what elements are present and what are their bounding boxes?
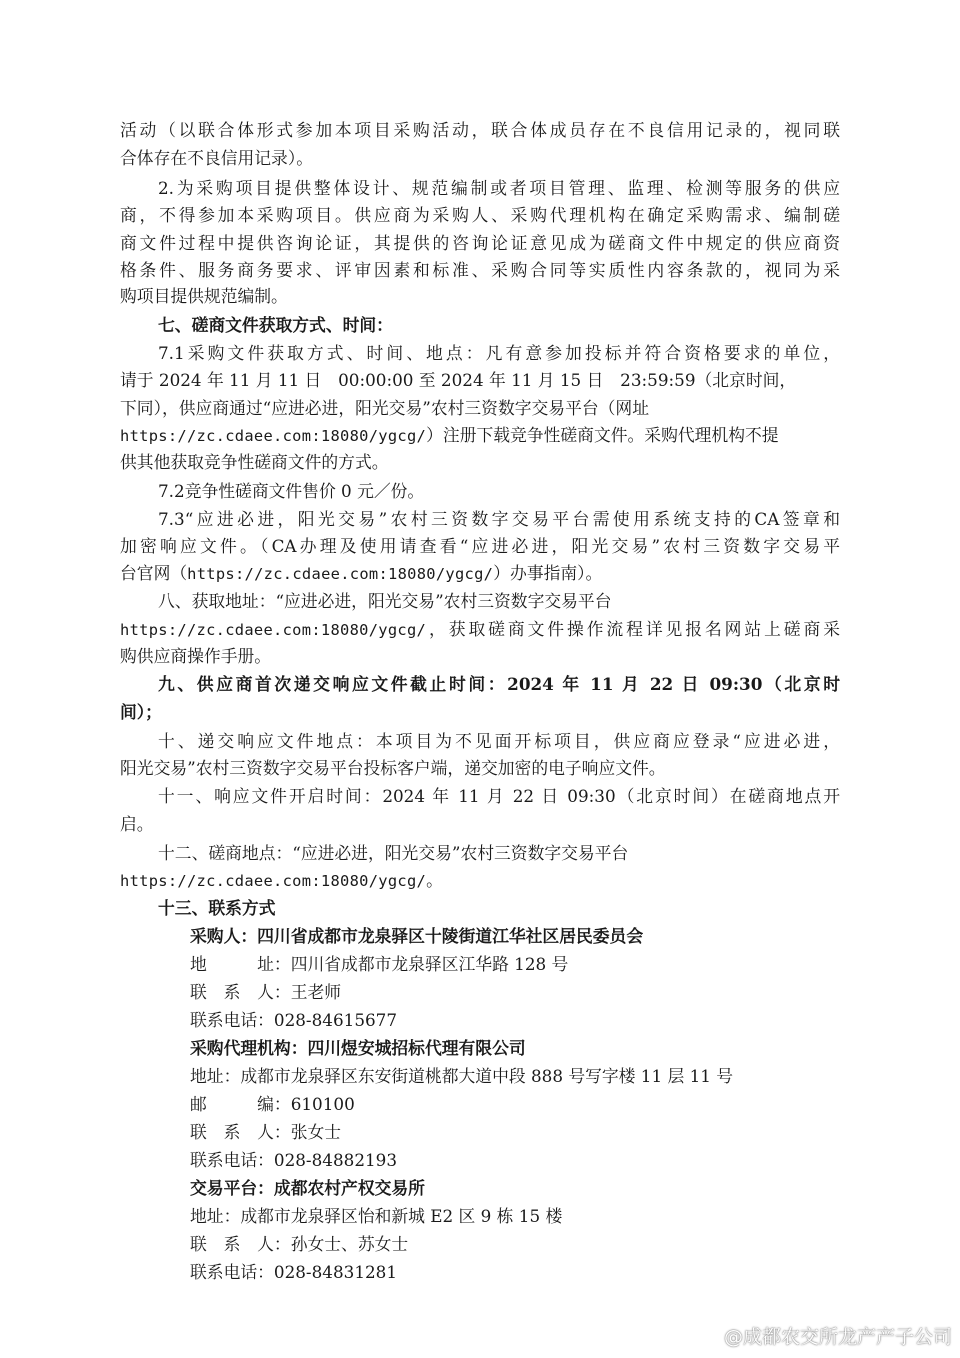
agency-postcode: 邮 编：610100 <box>190 1094 355 1114</box>
item-7-3-line-3: 台官网（https://zc.cdaee.com:18080/ygcg/）办事指南）。 <box>120 563 603 583</box>
section-12-line-2: https://zc.cdaee.com:18080/ygcg/。 <box>120 870 443 890</box>
section-7-heading: 七、磋商文件获取方式、时间： <box>158 315 393 335</box>
watermark: @成都农交所龙产产子公司 <box>723 1326 952 1348</box>
para-line-1: 活动（以联合体形式参加本项目采购活动，联合体成员存在不良信用记录的，视同联 <box>120 120 840 140</box>
item-7-1-line-4: https://zc.cdaee.com:18080/ygcg/）注册下载竞争性磋商文件。采购代理机构不提 <box>120 425 779 445</box>
item-2-line-2: 商，不得参加本采购项目。供应商为采购人、采购代理机构在确定采购需求、编制磋 <box>120 205 840 225</box>
section-8-line-2: https://zc.cdaee.com:18080/ygcg/，获取磋商文件操作流程详见报名网站上磋商采 <box>120 619 840 639</box>
section-11-line-1: 十一、响应文件开启时间：2024 年 11 月 22 日 09:30（北京时间）在磋商地点开 <box>158 786 840 806</box>
url-text: https://zc.cdaee.com:18080/ygcg/ <box>120 621 427 639</box>
item-2-line-4: 格条件、服务商务要求、评审因素和标准、采购合同等实质性内容条款的，视同为采 <box>120 260 840 280</box>
purchaser-address: 地 址：四川省成都市龙泉驿区江华路 128 号 <box>190 954 569 974</box>
item-7-1-line-5: 供其他获取竞争性磋商文件的方式。 <box>120 452 389 472</box>
section-8-line-3: 购供应商操作手册。 <box>120 646 272 666</box>
agency-phone: 联系电话：028-84882193 <box>190 1150 398 1170</box>
url-text: https://zc.cdaee.com:18080/ygcg/ <box>120 872 427 890</box>
platform-address: 地址：成都市龙泉驿区怡和新城 E2 区 9 栋 15 楼 <box>190 1206 563 1226</box>
para-line-2: 合体存在不良信用记录）。 <box>120 148 313 168</box>
item-2-line-5: 购项目提供规范编制。 <box>120 286 288 306</box>
purchaser-contact: 联 系 人：王老师 <box>190 982 342 1002</box>
agency-name: 采购代理机构：四川煜安城招标代理有限公司 <box>190 1038 526 1058</box>
section-8-line-1: 八、获取地址：“应进必进，阳光交易”农村三资数字交易平台 <box>158 591 612 611</box>
platform-phone: 联系电话：028-84831281 <box>190 1262 398 1282</box>
item-7-2: 7.2竞争性磋商文件售价 0 元／份。 <box>158 481 425 501</box>
section-10-line-1: 十、递交响应文件地点：本项目为不见面开标项目，供应商应登录“应进必进， <box>158 731 840 751</box>
item-7-3-line-2: 加密响应文件。（CA办理及使用请查看“应进必进，阳光交易”农村三资数字交易平 <box>120 536 840 556</box>
agency-contact: 联 系 人：张女士 <box>190 1122 342 1142</box>
section-9-line-1: 九、供应商首次递交响应文件截止时间：2024 年 11 月 22 日 09:30（北京时 <box>158 674 840 694</box>
purchaser-phone: 联系电话：028-84615677 <box>190 1010 398 1030</box>
item-7-1-line-3: 下同），供应商通过“应进必进，阳光交易”农村三资数字交易平台（网址 <box>120 398 649 418</box>
purchaser-name: 采购人：四川省成都市龙泉驿区十陵街道江华社区居民委员会 <box>190 926 644 946</box>
section-10-line-2: 阳光交易”农村三资数字交易平台投标客户端，递交加密的电子响应文件。 <box>120 758 666 778</box>
item-2-line-1: 2.为采购项目提供整体设计、规范编制或者项目管理、监理、检测等服务的供应 <box>158 178 840 198</box>
section-13-heading: 十三、联系方式 <box>158 898 276 918</box>
url-text: https://zc.cdaee.com:18080/ygcg/ <box>187 565 494 583</box>
item-7-1-line-1: 7.1采购文件获取方式、时间、地点：凡有意参加投标并符合资格要求的单位， <box>158 343 840 363</box>
section-11-line-2: 启。 <box>120 814 154 834</box>
item-7-1-line-2: 请于 2024 年 11 月 11 日 00:00:00 至 2024 年 11 月 15 日 23:59:59（北京时间， <box>120 370 797 390</box>
item-7-3-line-1: 7.3“应进必进，阳光交易”农村三资数字交易平台需使用系统支持的CA签章和 <box>158 509 840 529</box>
platform-contact: 联 系 人：孙女士、苏女士 <box>190 1234 409 1254</box>
section-9-line-2: 间）； <box>120 702 162 722</box>
section-12-line-1: 十二、磋商地点：“应进必进，阳光交易”农村三资数字交易平台 <box>158 843 629 863</box>
item-2-line-3: 商文件过程中提供咨询论证，其提供的咨询论证意见成为磋商文件中规定的供应商资 <box>120 233 840 253</box>
agency-address: 地址：成都市龙泉驿区东安街道桃都大道中段 888 号写字楼 11 层 11 号 <box>190 1066 734 1086</box>
url-text: https://zc.cdaee.com:18080/ygcg/ <box>120 427 427 445</box>
platform-name: 交易平台：成都农村产权交易所 <box>190 1178 425 1198</box>
